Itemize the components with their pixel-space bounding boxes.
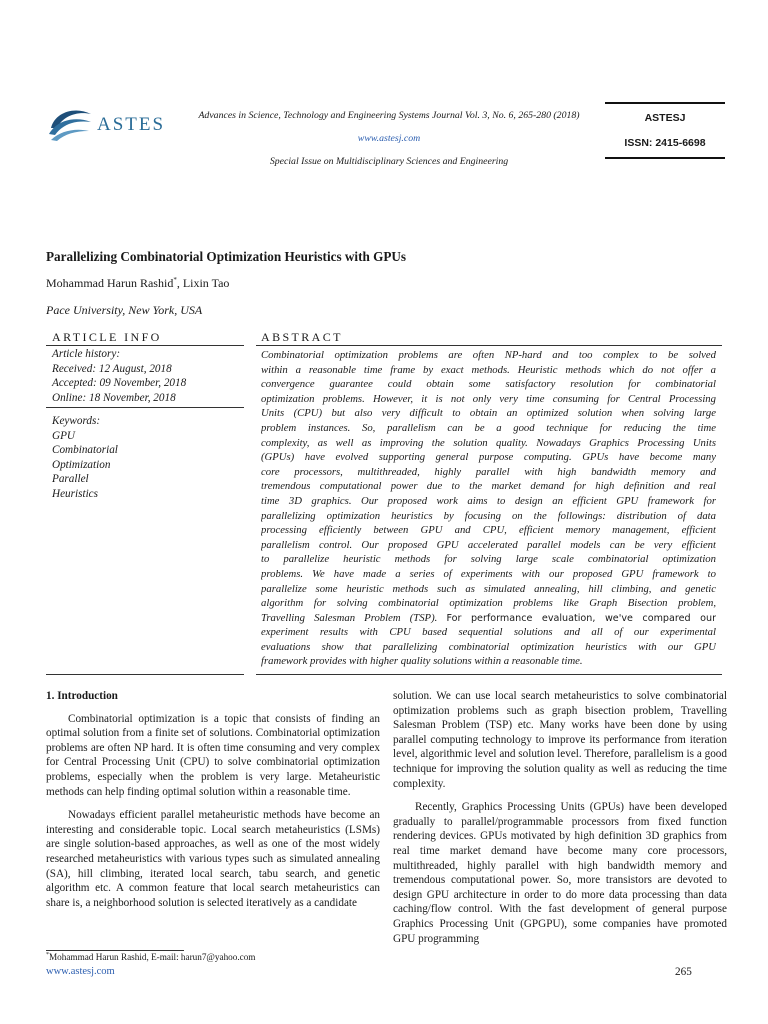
abstract-line-mixed [261,611,716,626]
body-paragraph: solution. We can use local search metaheuristics to solve combinatorial optimization problems such as graph bisection problem, Travelling Salesman Problem (TSP) etc. Many works have been done by using parallel computing technology to improve its performance from iteration level, algorithmic level and solution level. Therefore, parallelism is a good technique for improving the solution quality as well as reducing the time complexity. [393,690,727,790]
body-right-column [393,689,727,946]
keywords-label: Keywords: [52,415,101,427]
abstract-line: (GPUs) have evolved supporting general purpose computing. GPUs have become many [261,451,716,464]
keyword: GPU [52,429,75,442]
info-bottom-rule [46,674,244,675]
abstract-line: tremendous computational power due to the market demand for high definition and real [261,480,716,493]
abstract-line: evaluations show that parallelizing combinatorial optimization heuristics with our GPU [261,640,716,653]
abstract-line: within a reasonable time frame by exact methods. Heuristic methods which do not offer a [261,363,716,376]
article-info-heading: ARTICLE INFO [52,330,162,344]
abstract-line: time 3D graphics. Our proposed work aims to design an efficient GPU framework for [261,494,716,507]
abstract-bottom-rule [256,674,722,675]
abstract-line: core processors, multithreaded, highly parallel with high bandwidth memory and [261,465,716,478]
abstract-line: Combinatorial optimization problems are often NP-hard and too complex to be solved [261,349,716,361]
journal-citation: Advances in Science, Technology and Engineering Systems Journal Vol. 3, No. 6, 265-280 (2018) [198,110,580,121]
abstract-line: parallelism control. Our proposed GPU accelerated parallel models can be very efficient [261,538,716,551]
astes-logo [45,98,175,146]
keyword: Heuristics [52,487,98,500]
footnote-mark: * [46,952,49,958]
abstract-heading: ABSTRACT [261,330,343,344]
footnote-rule [46,950,184,951]
received-date: Received: 12 August, 2018 [52,362,172,375]
author-2: , Lixin Tao [176,276,230,290]
abstract-top-rule [256,345,722,346]
abstract-line: to parallelize heuristic methods for solving large scale combinatorial optimization [261,553,716,566]
abstract-line: problem instances. So, parallelism can be a good technique for reducing the time [261,421,716,434]
abstract-line: problems. We have made a series of experiments with our proposed GPU framework to [261,567,716,580]
online-date: Online: 18 November, 2018 [52,391,176,404]
body-paragraph: Nowadays efficient parallel metaheuristic methods have become an interesting and considerable topic. Local search metaheuristics (LSMs) are single solution-based approaches, as well as one of the most widely researched metaheuristics with various types such as simulated annealing (SA), hill climbing, iterated local search, tabu search, and genetic algorithm etc. A common feature that local search metaheuristics can share is, a neighborhood solution is selected iteratively as a candidate [46,809,380,909]
author-1: Mohammad Harun Rashid [46,276,174,290]
accepted-date: Accepted: 09 November, 2018 [52,377,187,390]
logo-text: ASTES [97,114,166,135]
affiliation: Pace University, New York, USA [46,303,203,317]
page-number: 265 [675,966,692,978]
abstract-line: algorithm for solving combinatorial optimization problems like Graph Bisection problem, [261,597,716,610]
body-left-column [46,689,380,910]
keyword: Optimization [52,458,111,471]
footnote [46,952,255,962]
keyword: Parallel [52,473,89,486]
abstract-line: convergence guarantee could obtain some satisfactory resolution for combinatorial [261,378,716,391]
paper-title: Parallelizing Combinatorial Optimization Heuristics with GPUs [46,249,407,264]
footer-url-link[interactable]: www.astesj.com [46,966,115,977]
abstract-fragment: Travelling Salesman Problem (TSP). [261,611,438,624]
article-history [52,347,186,405]
section-heading-introduction: 1. Introduction [46,690,118,702]
info-top-rule [46,345,244,346]
keyword: Combinatorial [52,444,118,457]
body-paragraph: Recently, Graphics Processing Units (GPUs) have been developed gradually to parallel/programmable processors from fixed function rendering devices. GPUs motivated by high definition 3D graphics from real time market demand have become many core processors, multithreaded, highly parallel with high bandwidth memory and tremendous computational power. So, more transistors are devoted to design GPU architecture in order to do more data processing than data caching/flow control. With the fast development of general purpose Graphics Processing Unit (GPGPU), some companies have promoted GPU programming [393,801,727,945]
history-label: Article history: [52,348,121,360]
abstract-line: optimization problems. However, it is not only very time consuming for Central Processing [261,392,716,405]
abstract-line: experiment results with CPU based sequential solutions and all of our experimental [261,626,716,639]
abstract-line: complexity, as well as improving the solution quality. Nowadays Graphics Processing Units [261,436,716,449]
abstract-text [261,348,716,669]
issn-number: ISSN: 2415-6698 [624,137,706,149]
special-issue: Special Issue on Multidisciplinary Sciences and Engineering [269,156,509,167]
issn-bottom-rule [605,157,725,159]
abstract-line: Units (CPU) but also very difficult to obtain an optimized solution when solving large [261,407,716,420]
journal-url-link[interactable]: www.astesj.com [357,133,421,144]
journal-brand: ASTESJ [644,112,686,124]
wave-logo-icon [45,98,95,146]
corresponding-mark: * [173,276,177,284]
issn-top-rule [605,102,725,104]
abstract-line: parallelize some heuristic methods such as simulated annealing, hill climbing, and genetic [261,582,716,595]
authors [46,276,229,291]
keywords [52,414,118,502]
abstract-line: parallelizing optimization heuristics by focusing on the followings: distribution of data [261,509,716,522]
abstract-line: framework provides with higher quality solutions within a reasonable time. [261,655,583,668]
info-mid-rule [46,407,244,408]
footnote-text: Mohammad Harun Rashid, E-mail: harun7@yahoo.com [49,952,256,963]
abstract-line: processing efficiently between GPU and CPU, efficient memory management, efficient [261,524,716,537]
body-paragraph: Combinatorial optimization is a topic that consists of finding an optimal solution from a finite set of solutions. Combinatorial optimization problems are often NP hard. It is often time consuming and very complex for Central Processing Unit (CPU) to solve combinatorial optimization problems, especially when the problem is very large. Metaheuristic methods can help finding optimal solution within a reasonable time. [46,712,380,798]
abstract-fragment-handwritten-font: For performance evaluation, we've compared our [446,612,716,624]
